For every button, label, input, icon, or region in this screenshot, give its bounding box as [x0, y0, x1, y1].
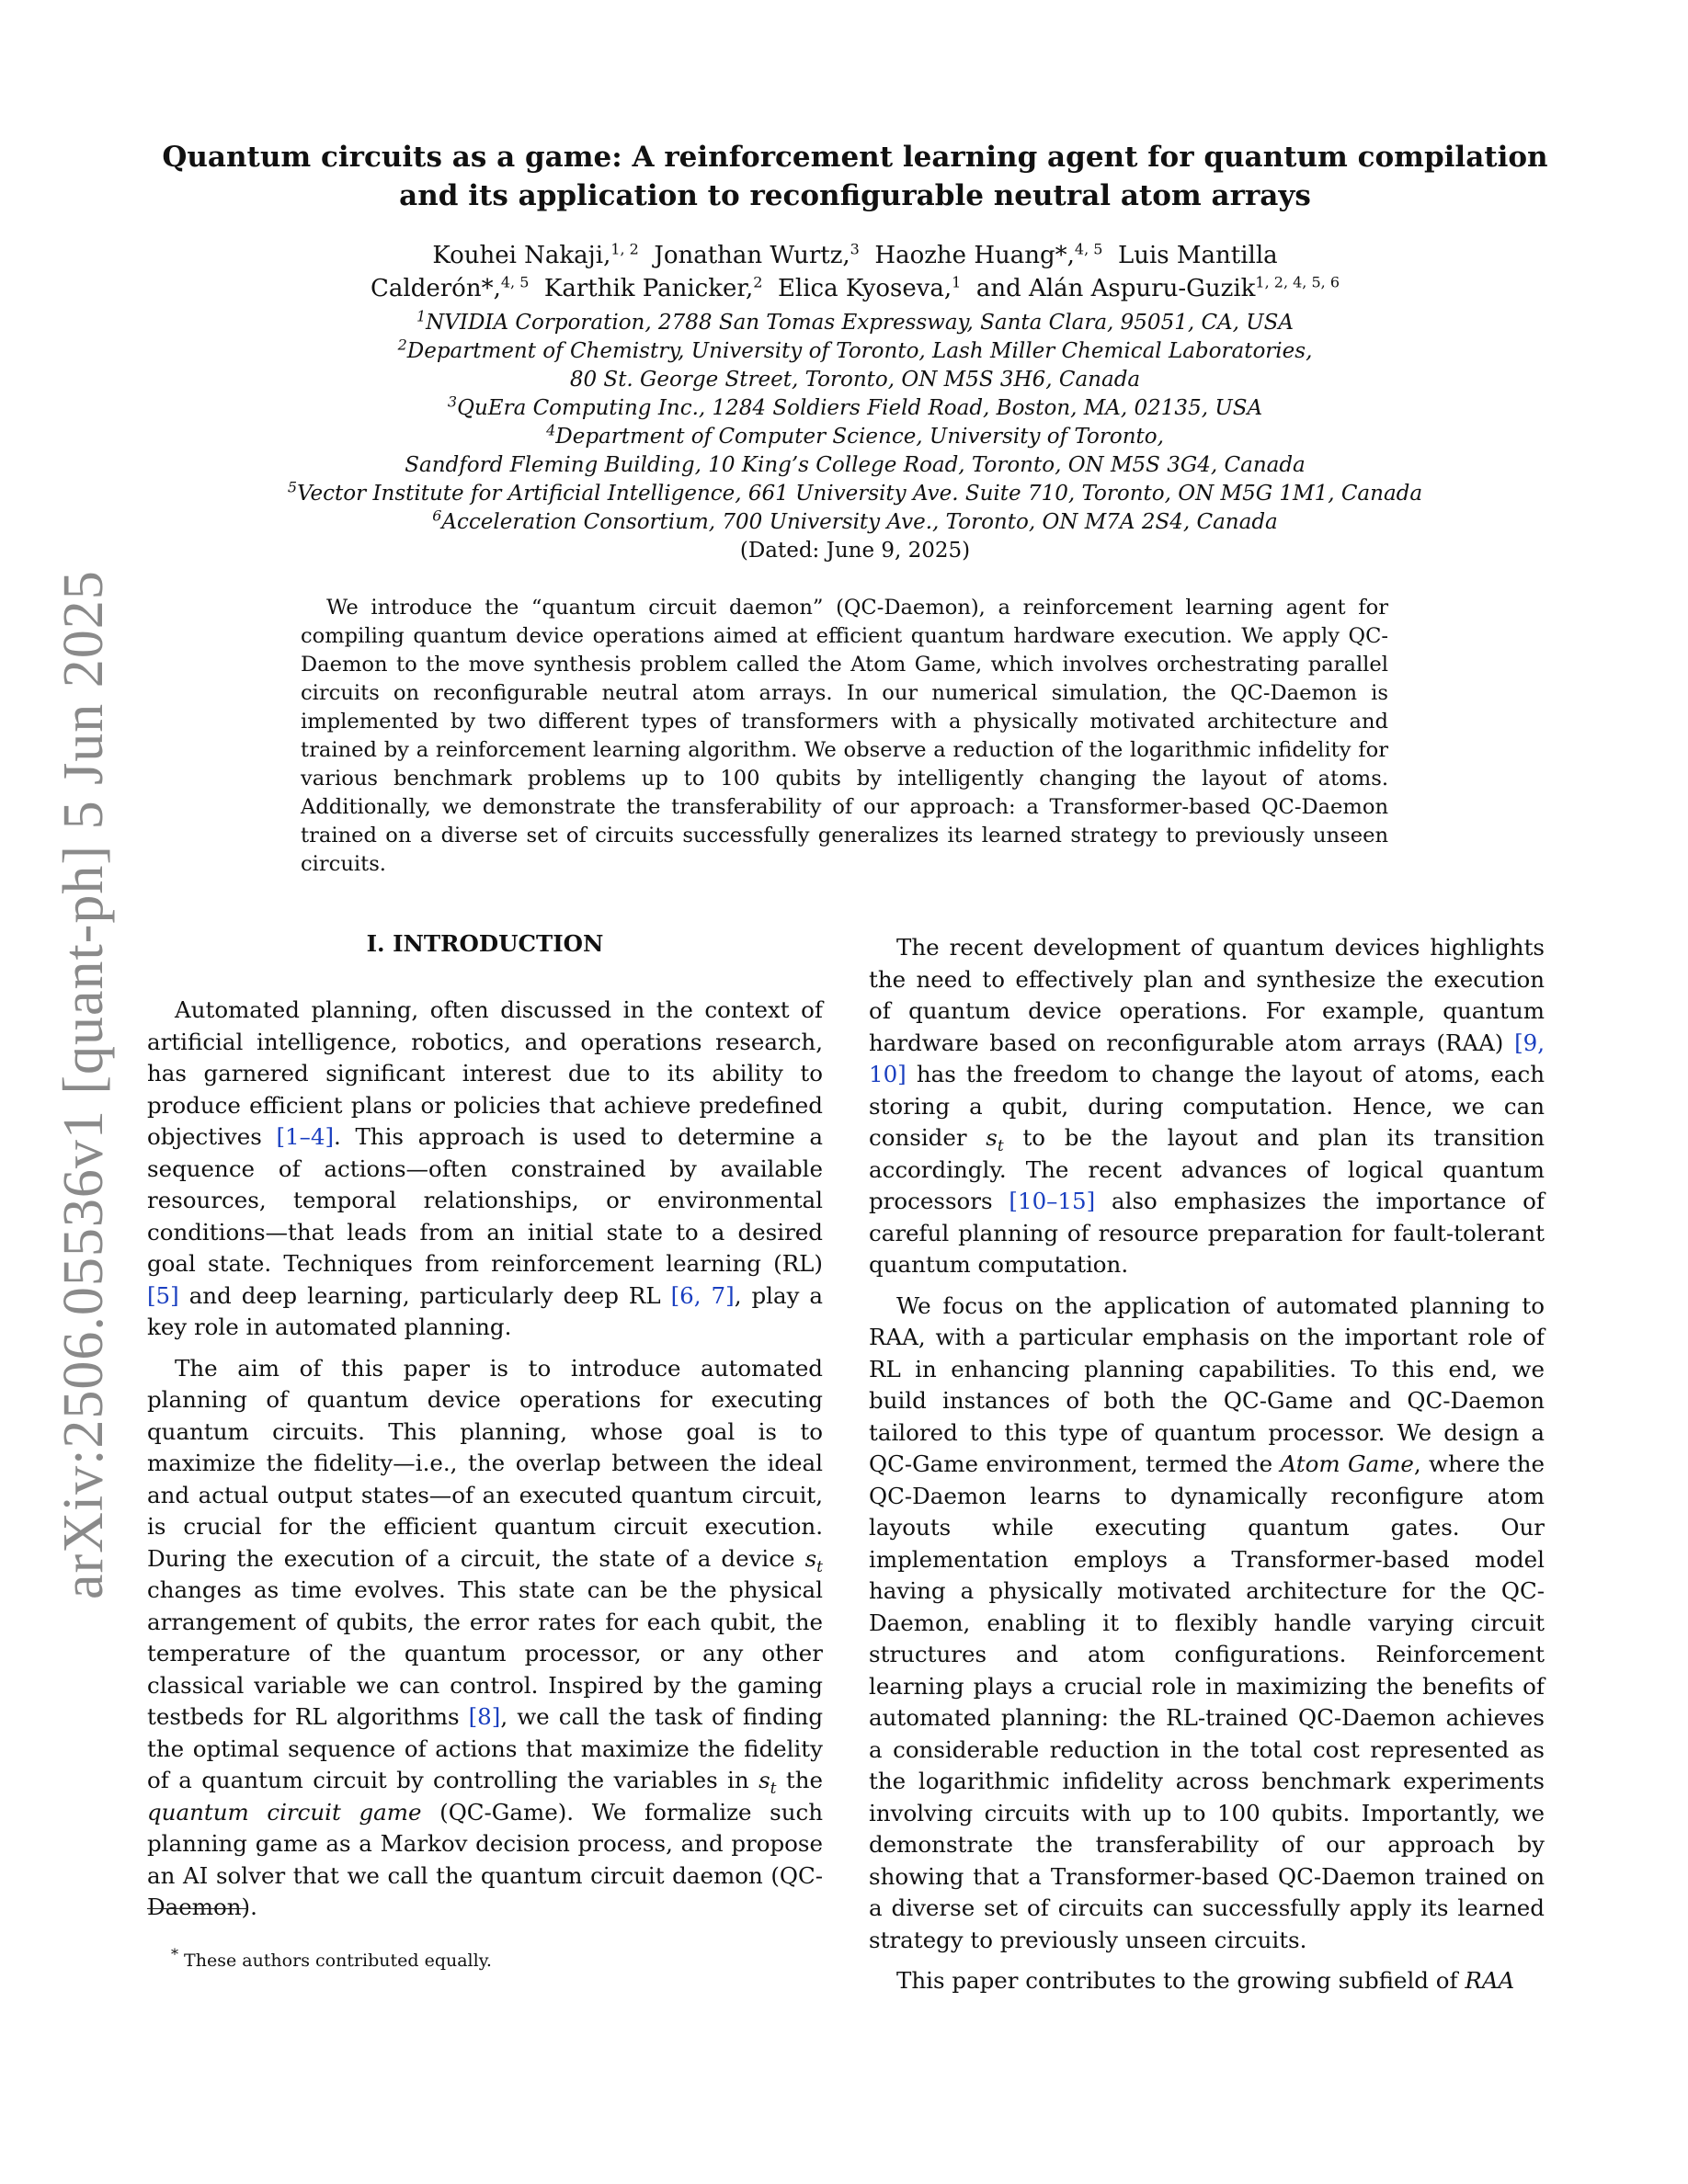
abstract: We introduce the “quantum circuit daemon” (QC-Daemon), a reinforcement learning agent for compiling quantum device operations aimed at efficient quantum hardware execution. We apply QC-Daemon to the move synthesis problem called the Atom Game, which involves orchestrating parallel circuits on reconfigurable neutral atom arrays. In our numerical simulation, the QC-Daemon is implemented by two different types of transformers with a physically motivated architecture and trained by a reinforcement learning algorithm. We observe a reduction of the logarithmic infidelity for various benchmark problems up to 100 qubits by intelligently changing the layout of atoms. Additionally, we demonstrate the transferability of our approach: a Transformer-based QC-Daemon trained on a diverse set of circuits successfully generalizes its learned strategy to previously unseen circuits.: [301, 596, 1388, 876]
affiliation: $^3$QuEra Computing Inc., 1284 Soldiers Field Road, Boston, MA, 02135, USA: [447, 392, 1263, 420]
paragraph: We focus on the application of automated planning to RAA, with a particular emphasis on the important role of RL in enhancing planning capabilities. To this end, we build instances of both the QC-Game and QC-Daemon tailored to this type of quantum processor. We design a QC-Game environment, termed the Atom Game, where the QC-Daemon learns to dynamically reconfigure atom layouts while executing quantum gates. Our implementation employs a Transformer-based model having a physically motivated architecture for the QC-Daemon, enabling it to flexibly handle varying circuit structures and atom configurations. Reinforcement learning plays a crucial role in maximizing the benefits of automated planning: the RL-trained QC-Daemon achieves a considerable reduction in the total cost represented as the logarithmic infidelity across benchmark experiments involving circuits with up to 100 qubits. Importantly, we demonstrate the transferability of our approach by showing that a Transformer-based QC-Daemon trained on a diverse set of circuits can successfully apply its learned strategy to previously unseen circuits.: [869, 1291, 1545, 1953]
paragraph: Automated planning, often discussed in the context of artificial intelligence, robotics, and operations research, has garnered significant interest due to its ability to produce efficient plans or policies that achieve predefined objectives [1–4]. This approach is used to determine a sequence of actions—often constrained by available resources, temporal relationships, or environmental conditions—that leads from an initial state to a desired goal state. Techniques from reinforcement learning (RL) [5] and deep learning, particularly deep RL [6, 7], play a key role in automated planning.: [147, 996, 824, 1340]
footnote: * These authors contributed equally.: [171, 1945, 492, 1971]
affiliation: 80 St. George Street, Toronto, ON M5S 3H6, Canada: [569, 368, 1141, 392]
section-heading: I. INTRODUCTION: [366, 930, 604, 957]
paragraph: The recent development of quantum devices highlights the need to effectively plan and synthesize the execution of quantum device operations. For example, quantum hardware based on reconfigurable atom arrays (RAA) [9, 10] has the freedom to change the layout of atoms, each storing a qubit, during computation. Hence, we can consider $s_t$ to be the layout and plan its transition accordingly. The recent advances of logical quantum processors [10–15] also emphasizes the importance of careful planning of resource preparation for fault-tolerant quantum computation.: [869, 934, 1545, 1278]
title-line-1: Quantum circuits as a game: A reinforcement learning agent for quantum compilation: [162, 141, 1548, 174]
author: Karthik Panicker,$^2$: [543, 273, 763, 302]
affiliation: $^1$NVIDIA Corporation, 2788 San Tomas Expressway, Santa Clara, 95051, CA, USA: [416, 307, 1295, 335]
affiliation-list: [138, 309, 1572, 537]
citation-link[interactable]: [6, 7]: [670, 1281, 735, 1309]
affiliation: $^5$Vector Institute for Artificial Intelligence, 661 University Ave. Suite 710, Toronto, ON M5G 1M1, Canada: [287, 478, 1423, 506]
citation-link[interactable]: [8]: [468, 1703, 501, 1730]
title-line-2: and its application to reconfigurable neutral atom arrays: [399, 179, 1311, 212]
date-line: (Dated: June 9, 2025): [739, 539, 971, 563]
paper-header: [138, 138, 1572, 565]
author-list: [138, 239, 1572, 305]
author: Elica Kyoseva,$^1$: [777, 273, 962, 302]
footnote-divider: [147, 1908, 248, 1909]
citation-link[interactable]: [5]: [147, 1281, 179, 1309]
affiliation: Sandford Fleming Building, 10 King’s College Road, Toronto, ON M5S 3G4, Canada: [405, 453, 1306, 477]
affiliation: $^6$Acceleration Consortium, 700 University Ave., Toronto, ON M7A 2S4, Canada: [432, 506, 1278, 534]
author: Jonathan Wurtz,$^3$: [654, 240, 860, 269]
arxiv-identifier-stamp: arXiv:2506.05536v1 [quant-ph] 5 Jun 2025: [52, 570, 115, 1599]
author: Calderón*,$^{4, 5}$: [371, 273, 530, 302]
paragraph: The aim of this paper is to introduce automated planning of quantum device operations for executing quantum circuits. This planning, whose goal is to maximize the fidelity—i.e., the overlap between the ideal and actual output states—of an executed quantum circuit, is crucial for the efficient quantum circuit execution. During the execution of a circuit, the state of a device $s_t$ changes as time evolves. This state can be the physical arrangement of qubits, the error rates for each qubit, the temperature of the quantum processor, or any other classical variable we can control. Inspired by the gaming testbeds for RL algorithms [8], we call the task of finding the optimal sequence of actions that maximize the fidelity of a quantum circuit by controlling the variables in $s_t$ the quantum circuit game (QC-Game). We formalize such planning game as a Markov decision process, and propose an AI solver that we call the quantum circuit daemon (QC-Daemon).: [147, 1354, 823, 1920]
paper-title: [138, 138, 1572, 215]
citation-link[interactable]: [1–4]: [276, 1123, 335, 1150]
author: Kouhei Nakaji,$^{1, 2}$: [432, 240, 639, 269]
right-column: [869, 932, 1545, 1997]
citation-link[interactable]: [10–15]: [1009, 1188, 1096, 1214]
author: Luis Mantilla: [1117, 242, 1278, 269]
affiliation: $^2$Department of Chemistry, University of Toronto, Lash Miller Chemical Laboratories,: [397, 336, 1313, 363]
paragraph: This paper contributes to the growing subfield of RAA: [896, 1967, 1515, 1994]
left-column: [147, 928, 823, 1924]
author: Haozhe Huang*,$^{4, 5}$: [874, 240, 1103, 269]
author: and Alán Aspuru-Guzik$^{1, 2, 4, 5, 6}$: [975, 273, 1340, 302]
affiliation: $^4$Department of Computer Science, University of Toronto,: [546, 421, 1164, 449]
citation-link[interactable]: [9, 10]: [869, 1029, 1545, 1087]
